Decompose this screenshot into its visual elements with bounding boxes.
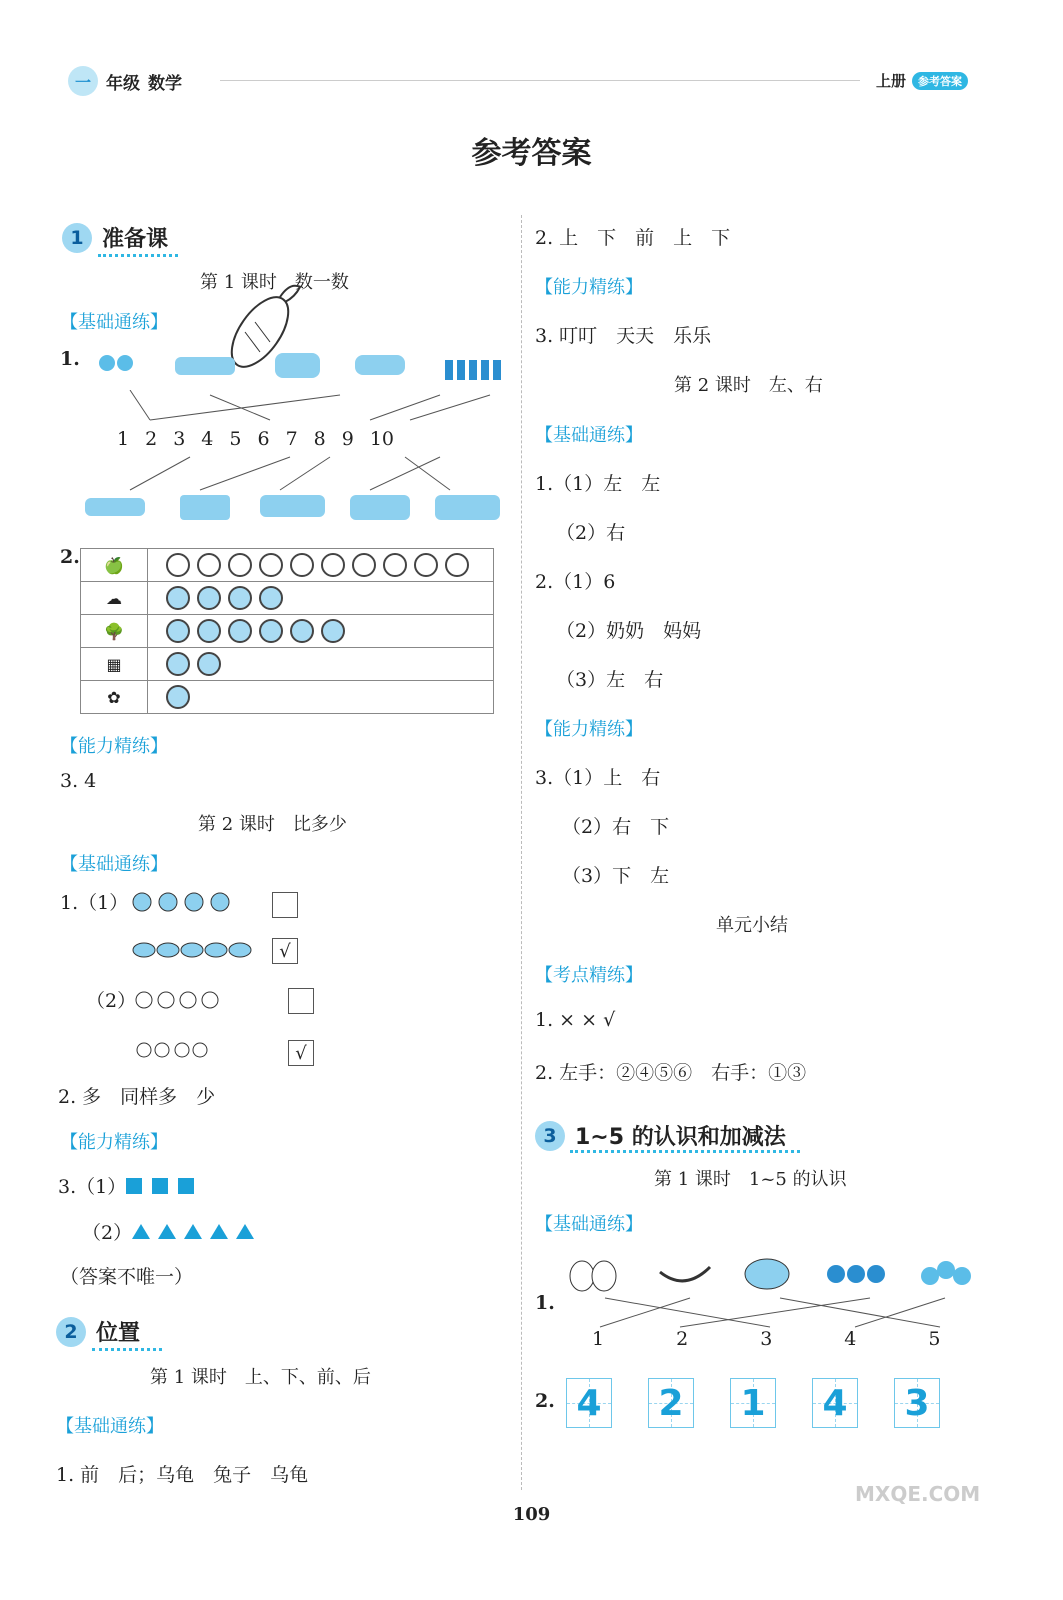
- volume-label: 上册: [876, 72, 907, 90]
- section-ability: 【能力精练】: [535, 277, 643, 298]
- answer-box-checked: [272, 938, 298, 964]
- header-rule: [220, 80, 860, 81]
- section-basic: 【基础通练】: [56, 1416, 164, 1437]
- lesson-title: 第 2 课时 左、右: [674, 375, 823, 396]
- header-grade: [68, 66, 182, 96]
- digit-box: 3: [894, 1378, 940, 1428]
- number-label: 6: [257, 428, 270, 450]
- chapter-number: 3: [535, 1121, 565, 1151]
- mushroom-pictures: [130, 890, 240, 920]
- subject-label: 数学: [148, 73, 182, 94]
- number-label: 7: [285, 428, 298, 450]
- section-exam: 【考点精练】: [535, 965, 643, 986]
- number-label: 3: [760, 1328, 773, 1350]
- answer-box: [272, 892, 298, 918]
- chapter-2-heading: [56, 1316, 140, 1347]
- number-label: 3: [173, 428, 186, 450]
- chapter-number: 2: [56, 1317, 86, 1347]
- chapter-underline: [98, 254, 178, 257]
- chapter-underline: [92, 1348, 162, 1351]
- fish-pictures: [130, 938, 260, 963]
- question-3-part-1: [58, 1172, 204, 1199]
- table-row: [81, 582, 494, 615]
- fruit-pictures: [560, 1252, 980, 1297]
- question-2: 2.: [535, 1390, 555, 1412]
- table-row: [81, 615, 494, 648]
- question-1-part-2: （2）: [86, 990, 137, 1012]
- question-3: 3. 4: [60, 770, 97, 792]
- question-2: 2. 上 下 前 上 下: [535, 227, 731, 249]
- page-title: 参考答案: [471, 136, 592, 171]
- section-basic: 【基础通练】: [60, 312, 168, 333]
- chapter-number: 1: [62, 223, 92, 253]
- number-label: 1: [117, 428, 130, 450]
- number-label: 10: [369, 428, 395, 450]
- answer-box: [288, 988, 314, 1014]
- digit-box: 4: [566, 1378, 612, 1428]
- question-label: 3.（1）: [58, 1176, 127, 1198]
- number-label: 2: [145, 428, 158, 450]
- section-basic: 【基础通练】: [535, 1214, 643, 1235]
- question-2-part-1: 2.（1）6: [535, 571, 616, 593]
- chapter-title: 准备课: [102, 227, 169, 252]
- tree-icon: 🌳: [81, 615, 148, 648]
- number-label: 9: [341, 428, 354, 450]
- lesson-title: 第 2 课时 比多少: [198, 814, 347, 835]
- chapter-1-heading: [62, 222, 168, 253]
- bird-pictures: [132, 986, 232, 1014]
- question-label: （2）: [82, 1222, 133, 1244]
- apple-icon: 🍏: [81, 549, 148, 582]
- cloud-icon: ☁: [81, 582, 148, 615]
- question-2: 2. 多 同样多 少: [58, 1086, 216, 1108]
- lesson-title: 第 1 课时 数一数: [200, 272, 349, 293]
- chapter-underline: [570, 1150, 800, 1153]
- question-3-part-1: 3.（1）上 右: [535, 767, 661, 789]
- check-mark: √: [295, 1042, 307, 1064]
- section-ability: 【能力精练】: [535, 719, 643, 740]
- number-label: 5: [928, 1328, 941, 1350]
- number-label: 8: [313, 428, 326, 450]
- grade-circle: 一: [68, 66, 98, 96]
- chapter-title: 1~5 的认识和加减法: [575, 1125, 786, 1150]
- question-1-part-1: 1.（1）: [60, 892, 129, 914]
- section-basic: 【基础通练】: [535, 425, 643, 446]
- question-1: 1. 前 后；乌龟 兔子 乌龟: [56, 1464, 309, 1486]
- chick-pictures: [132, 1036, 212, 1064]
- unit-summary-title: 单元小结: [716, 915, 788, 936]
- question-3-part-2: [82, 1218, 262, 1245]
- matching-lines-bottom: [110, 455, 510, 495]
- question-3-part-2: （2）右 下: [562, 816, 670, 838]
- question-3: 3. 叮叮 天天 乐乐: [535, 325, 712, 347]
- counting-table: [80, 548, 494, 714]
- chapter-title: 位置: [96, 1321, 141, 1346]
- question-2-part-2: （2）奶奶 妈妈: [556, 620, 702, 642]
- chapter-3-heading: [535, 1120, 786, 1151]
- lesson-title: 第 1 课时 1~5 的认识: [654, 1169, 847, 1190]
- column-divider: [521, 215, 522, 1490]
- lesson-title: 第 1 课时 上、下、前、后: [150, 1367, 371, 1388]
- table-row: [81, 681, 494, 714]
- digit-box: 2: [648, 1378, 694, 1428]
- exam-question-1: 1. × × √: [535, 1009, 616, 1031]
- question-3-part-3: （3）下 左: [562, 865, 670, 887]
- question-1-part-2: （2）右: [556, 522, 626, 544]
- window-icon: ▦: [81, 648, 148, 681]
- table-row: [81, 648, 494, 681]
- digit-box: 1: [730, 1378, 776, 1428]
- table-row: [81, 549, 494, 582]
- number-label: 4: [844, 1328, 857, 1350]
- number-label: 2: [676, 1328, 689, 1350]
- exam-question-2: 2. 左手：②④⑤⑥ 右手：①③: [535, 1062, 807, 1084]
- answer-note: （答案不唯一）: [60, 1266, 194, 1288]
- header-volume: [876, 70, 968, 91]
- grade-label: 年级: [106, 73, 140, 94]
- section-basic: 【基础通练】: [60, 854, 168, 875]
- section-ability: 【能力精练】: [60, 1132, 168, 1153]
- question-1: 1.: [535, 1292, 555, 1314]
- number-label: 5: [229, 428, 242, 450]
- section-ability: 【能力精练】: [60, 736, 168, 757]
- watermark: MXQE.COM: [855, 1482, 981, 1506]
- digit-box: 4: [812, 1378, 858, 1428]
- number-row: [117, 428, 394, 450]
- digit-writing-row: [566, 1378, 940, 1428]
- flower-icon: ✿: [81, 681, 148, 714]
- question-2-part-3: （3）左 右: [556, 669, 664, 691]
- page-number: 109: [512, 1504, 551, 1525]
- number-label: 1: [592, 1328, 605, 1350]
- answer-box-checked: [288, 1040, 314, 1066]
- answer-badge: 参考答案: [912, 72, 968, 90]
- counting-pictures-bottom: [85, 490, 505, 525]
- matching-lines-top: [110, 390, 510, 430]
- question-2: 2.: [60, 546, 80, 568]
- number-row: [592, 1328, 940, 1350]
- number-label: 4: [201, 428, 214, 450]
- counting-pictures-top: [95, 345, 505, 395]
- question-1: 1.: [60, 348, 80, 370]
- check-mark: √: [279, 940, 291, 962]
- question-1-part-1: 1.（1）左 左: [535, 473, 661, 495]
